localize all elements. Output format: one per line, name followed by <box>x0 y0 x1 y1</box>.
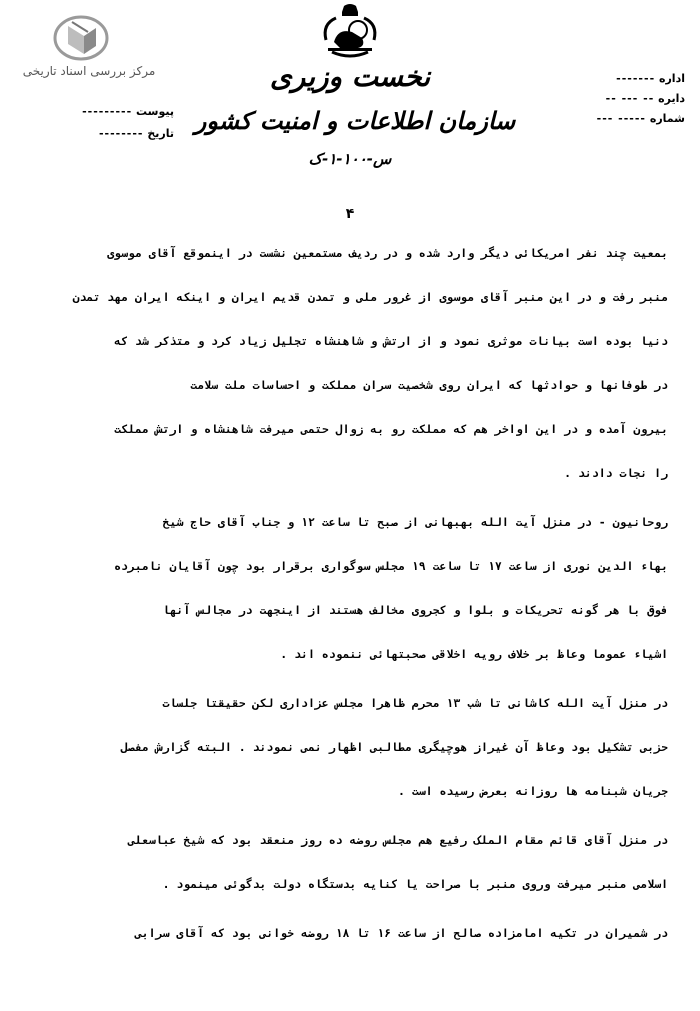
lion-and-sun-emblem-icon <box>318 2 382 64</box>
attachment-label: پیوست <box>136 105 174 118</box>
archive-watermark <box>14 14 154 86</box>
text-line: در طوفانها و حوادثها که ایران روی شخصیت سران مملکت و احساسات ملت سلامت <box>190 378 668 392</box>
watermark-text: مرکز بررسی اسناد تاریخی <box>22 64 156 78</box>
text-line: اسلامی منبر میرفت وروی منبر با صراحت یا کنایه بدستگاه دولت بدگوئی مینمود . <box>162 877 668 891</box>
paragraph <box>28 243 668 484</box>
text-line: بیرون آمده و در این اواخر هم که مملکت رو به زوال حتمی میرفت شاهنشاه و ارتش مملکت <box>114 422 668 436</box>
office-row <box>560 72 685 92</box>
text-line: در شمیران در تکیه امامزاده صالح از ساعت ۱۶ تا ۱۸ روضه خوانی بود که آقای سرابی <box>134 926 668 940</box>
page-number: ۴ <box>345 206 355 222</box>
department-label: دایره <box>658 92 685 105</box>
date-row <box>34 127 174 149</box>
date-value: -------- <box>98 127 144 140</box>
text-line: اشیاء عموما وعاظ بر خلاف رویه اخلاقی صحبتهائی ننموده اند . <box>280 647 668 661</box>
text-line: بمعیت چند نفر امریکائی دیگر وارد شده و در ردیف مستمعین نشست در اینموقع آقای موسوی <box>107 246 668 260</box>
paragraph <box>28 512 668 665</box>
text-line: حزبی تشکیل بود وعاظ آن غیراز هوچیگری مطالبی اظهار نمی نمودند . البته گزارش مفصل <box>121 740 668 754</box>
number-row <box>560 112 685 132</box>
number-label: شماره <box>649 112 685 125</box>
attachment-row <box>34 105 174 127</box>
text-line: جریان شبنامه ها روزانه بعرض رسیده است . <box>397 784 668 798</box>
paragraph <box>28 923 668 944</box>
text-line: دنیا بوده است بیانات موثری نمود و از ارتش و شاهنشاه تجلیل زیاد کرد و متذکر شد که <box>114 334 668 348</box>
attachment-value: --------- <box>82 105 133 118</box>
text-line: فوق با هر گونه تحریکات و بلوا و کجروی مخالف هستند از اینجهت در مجالس آنها <box>162 603 668 617</box>
meta-left <box>34 105 174 149</box>
letterhead-organization: سازمان اطلاعات و امنیت کشور <box>194 106 516 135</box>
text-line: را نجات دادند . <box>564 466 668 480</box>
paragraph <box>28 830 668 895</box>
text-line: در منزل آقای قائم مقام الملک رفیع هم مجلس روضه ده روز منعقد بود که شیخ عباسعلی <box>127 833 668 847</box>
paragraph <box>28 693 668 802</box>
office-value: ------- <box>616 72 656 85</box>
department-value: -- --- -- <box>605 92 655 105</box>
department-row <box>560 92 685 112</box>
document-body <box>28 243 668 972</box>
number-value: ----- --- <box>596 112 646 125</box>
date-label: تاریخ <box>147 127 174 140</box>
text-line: روحانیون - در منزل آیت الله بهبهانی از صبح تا ساعت ۱۲ و جناب آقای حاج شیخ <box>162 515 668 529</box>
text-line: در منزل آیت الله کاشانی تا شب ۱۳ محرم ظاهرا مجلس عزاداری لکن حقیقتا جلسات <box>162 696 668 710</box>
text-line: منبر رفت و در این منبر آقای موسوی از غرور ملی و تمدن قدیم ایران و اینکه ایران مهد تمدن <box>72 290 668 304</box>
text-line: بهاء الدین نوری از ساعت ۱۷ تا ساعت ۱۹ مجلس سوگواری برقرار بود چون آقایان نامبرده <box>114 559 668 573</box>
archive-book-logo-icon <box>52 14 110 62</box>
meta-right <box>560 72 685 132</box>
office-label: اداره <box>658 72 685 85</box>
letterhead-code: س-۱۰۰-۱-ک <box>308 150 392 168</box>
letterhead-title: نخست وزیری <box>269 60 431 93</box>
